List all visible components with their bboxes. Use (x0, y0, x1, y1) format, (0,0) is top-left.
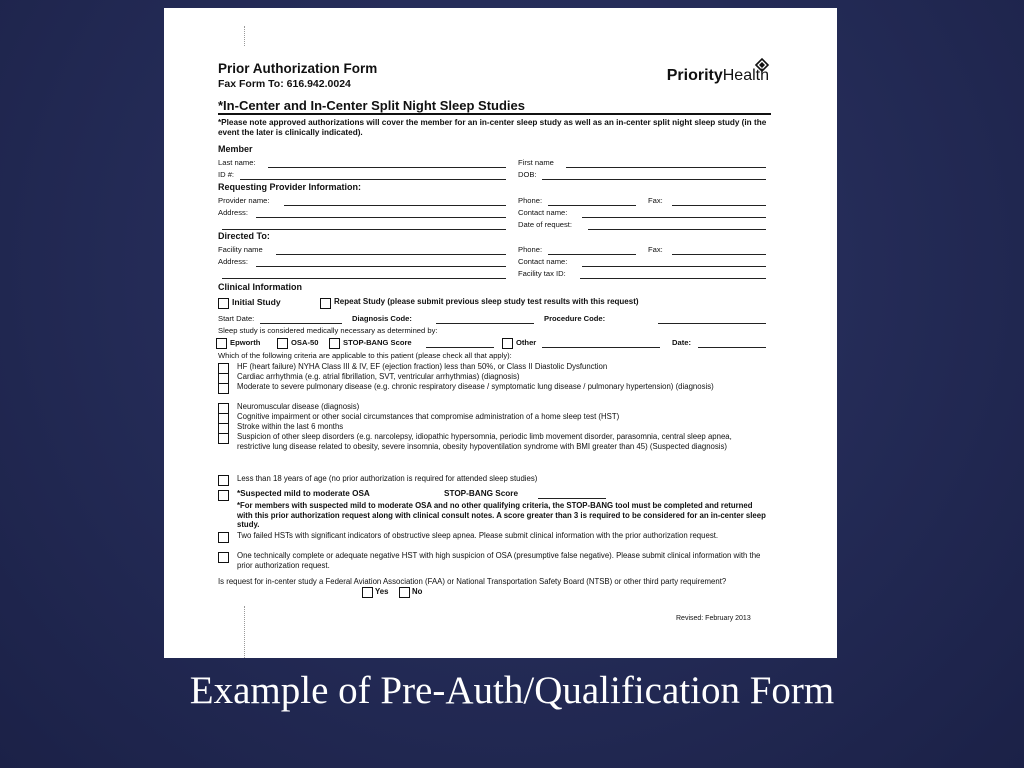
provider-fax-label: Fax: (648, 196, 663, 205)
two-failed-checkbox[interactable] (218, 532, 229, 543)
logo-regular-text: Health (722, 67, 769, 84)
epworth-checkbox[interactable] (216, 338, 227, 349)
suspected-osa-label: *Suspected mild to moderate OSA (237, 489, 370, 498)
medically-necessary-text: Sleep study is considered medically necessary as determined by: (218, 326, 438, 335)
approval-note: *Please note approved authorizations will cover the member for an in-center sleep study as well as an in-center split night sleep study (in the event the later is clinically indicated). (218, 118, 767, 137)
last-name-label: Last name: (218, 158, 256, 167)
diagnosis-code-field[interactable] (436, 323, 534, 324)
start-date-label: Start Date: (218, 314, 255, 323)
heading-rule (218, 113, 771, 115)
date-label: Date: (672, 338, 691, 347)
facility-address-field-2[interactable] (222, 278, 506, 279)
slide-caption: Example of Pre-Auth/Qualification Form (189, 669, 835, 712)
facility-tax-label: Facility tax ID: (518, 269, 566, 278)
start-date-field[interactable] (260, 323, 342, 324)
facility-contact-field[interactable] (582, 266, 766, 267)
members-note: *For members with suspected mild to moderate OSA and no other qualifying criteria, the STOP-BANG tool must be completed and returned with this prior authorization request along with clinical consult notes. A score greater than 3 is required to be considered for an in-center sleep study. (237, 501, 766, 529)
fax-number: Fax Form To: 616.942.0024 (218, 78, 351, 90)
facility-name-label: Facility name (218, 245, 263, 254)
stopbang-score-label: STOP-BANG Score (444, 489, 519, 498)
criteria-checkbox-8[interactable] (218, 475, 229, 486)
main-heading: *In-Center and In-Center Split Night Sleep Studies (218, 98, 525, 113)
initial-study-label: Initial Study (232, 297, 281, 307)
osa50-label: OSA-50 (291, 338, 319, 347)
criteria-text-1: HF (heart failure) NYHA Class III & IV, EF (ejection fraction) less than 50%, or Class II Diastolic Dysfunction (237, 362, 608, 371)
facility-tax-field[interactable] (580, 278, 766, 279)
priority-health-logo (667, 67, 769, 85)
stopbang-score-field[interactable] (538, 498, 606, 499)
provider-name-field[interactable] (284, 205, 506, 206)
provider-heading: Requesting Provider Information: (218, 182, 362, 192)
facility-name-field[interactable] (276, 254, 506, 255)
criteria-text-8: Less than 18 years of age (no prior authorization is required for attended sleep studies) (237, 474, 538, 483)
stopbang-field[interactable] (426, 347, 494, 348)
criteria-text-3: Moderate to severe pulmonary disease (e.g. chronic respiratory disease / symptomatic lung disease / pulmonary hypertension) (diagnosis) (237, 382, 714, 391)
provider-phone-label: Phone: (518, 196, 543, 205)
epworth-label: Epworth (230, 338, 261, 347)
facility-address-field[interactable] (256, 266, 506, 267)
date-of-request-field[interactable] (588, 229, 766, 230)
criteria-checkbox-3[interactable] (218, 383, 229, 394)
criteria-text-2: Cardiac arrhythmia (e.g. atrial fibrillation, SVT, ventricular arrhythmias) (diagnosis) (237, 372, 520, 381)
criteria-text-6: Stroke within the last 6 months (237, 422, 344, 431)
procedure-code-field[interactable] (658, 323, 766, 324)
id-label: ID #: (218, 170, 235, 179)
facility-phone-label: Phone: (518, 245, 543, 254)
repeat-study-checkbox[interactable] (320, 298, 331, 309)
stopbang-checkbox[interactable] (329, 338, 340, 349)
provider-address-field[interactable] (256, 217, 506, 218)
no-label: No (412, 587, 423, 596)
diagnosis-code-label: Diagnosis Code: (352, 314, 412, 323)
faa-question: Is request for in-center study a Federal Aviation Association (FAA) or National Transportation Safety Board (NTSB) or other third party requirement? (218, 577, 727, 586)
procedure-code-label: Procedure Code: (544, 314, 606, 323)
first-name-field[interactable] (566, 167, 766, 168)
date-field[interactable] (698, 347, 766, 348)
facility-contact-label: Contact name: (518, 257, 568, 266)
provider-address-label: Address: (218, 208, 248, 217)
first-name-label: First name (518, 158, 554, 167)
provider-contact-field[interactable] (582, 217, 766, 218)
yes-checkbox[interactable] (362, 587, 373, 598)
osa50-checkbox[interactable] (277, 338, 288, 349)
no-checkbox[interactable] (399, 587, 410, 598)
clinical-heading: Clinical Information (218, 282, 303, 292)
one-technically-text: One technically complete or adequate negative HST with high suspicion of OSA (presumptive false negative). Please submit clinical information with the prior authorization request. (237, 551, 761, 570)
criteria-text-5: Cognitive impairment or other social circumstances that compromise administration of a home sleep test (HST) (237, 412, 620, 421)
stopbang-label: STOP-BANG Score (343, 338, 412, 347)
facility-fax-label: Fax: (648, 245, 663, 254)
scan-artifact (244, 26, 246, 46)
criteria-text-4: Neuromuscular disease (diagnosis) (237, 402, 360, 411)
provider-contact-label: Contact name: (518, 208, 568, 217)
provider-phone-field[interactable] (548, 205, 636, 206)
suspected-osa-checkbox[interactable] (218, 490, 229, 501)
criteria-text-7: Suspicion of other sleep disorders (e.g. narcolepsy, idiopathic hypersomnia, periodic limb movement disorder, parasomnia, central sleep apnea, restrictive lung disease related to obesity, severe insomnia, obesity hypoventilation syndrome with BMI greater than 45) (Suspected diagnosis) (237, 432, 732, 451)
dob-field[interactable] (542, 179, 766, 180)
form-document-image (164, 8, 837, 658)
facility-phone-field[interactable] (548, 254, 636, 255)
other-checkbox[interactable] (502, 338, 513, 349)
one-technically-checkbox[interactable] (218, 552, 229, 563)
directed-heading: Directed To: (218, 231, 270, 241)
criteria-checkbox-7[interactable] (218, 433, 229, 444)
date-of-request-label: Date of request: (518, 220, 573, 229)
logo-bold-text: Priority (666, 67, 723, 84)
id-field[interactable] (240, 179, 506, 180)
member-heading: Member (218, 144, 253, 154)
scan-artifact (244, 606, 246, 658)
provider-name-label: Provider name: (218, 196, 270, 205)
other-field[interactable] (542, 347, 660, 348)
repeat-study-label: Repeat Study (please submit previous sleep study test results with this request) (334, 297, 639, 306)
dob-label: DOB: (518, 170, 537, 179)
provider-address-field-2[interactable] (222, 229, 506, 230)
last-name-field[interactable] (268, 167, 506, 168)
facility-address-label: Address: (218, 257, 248, 266)
two-failed-text: Two failed HSTs with significant indicators of obstructive sleep apnea. Please submit clinical information with the prior authorization request. (237, 531, 719, 540)
yes-label: Yes (375, 587, 389, 596)
form-title: Prior Authorization Form (218, 61, 378, 76)
initial-study-checkbox[interactable] (218, 298, 229, 309)
facility-fax-field[interactable] (672, 254, 766, 255)
other-label: Other (516, 338, 537, 347)
provider-fax-field[interactable] (672, 205, 766, 206)
revised-date: Revised: February 2013 (676, 615, 751, 622)
criteria-instructions: Which of the following criteria are applicable to this patient (please check all that apply): (218, 351, 512, 360)
